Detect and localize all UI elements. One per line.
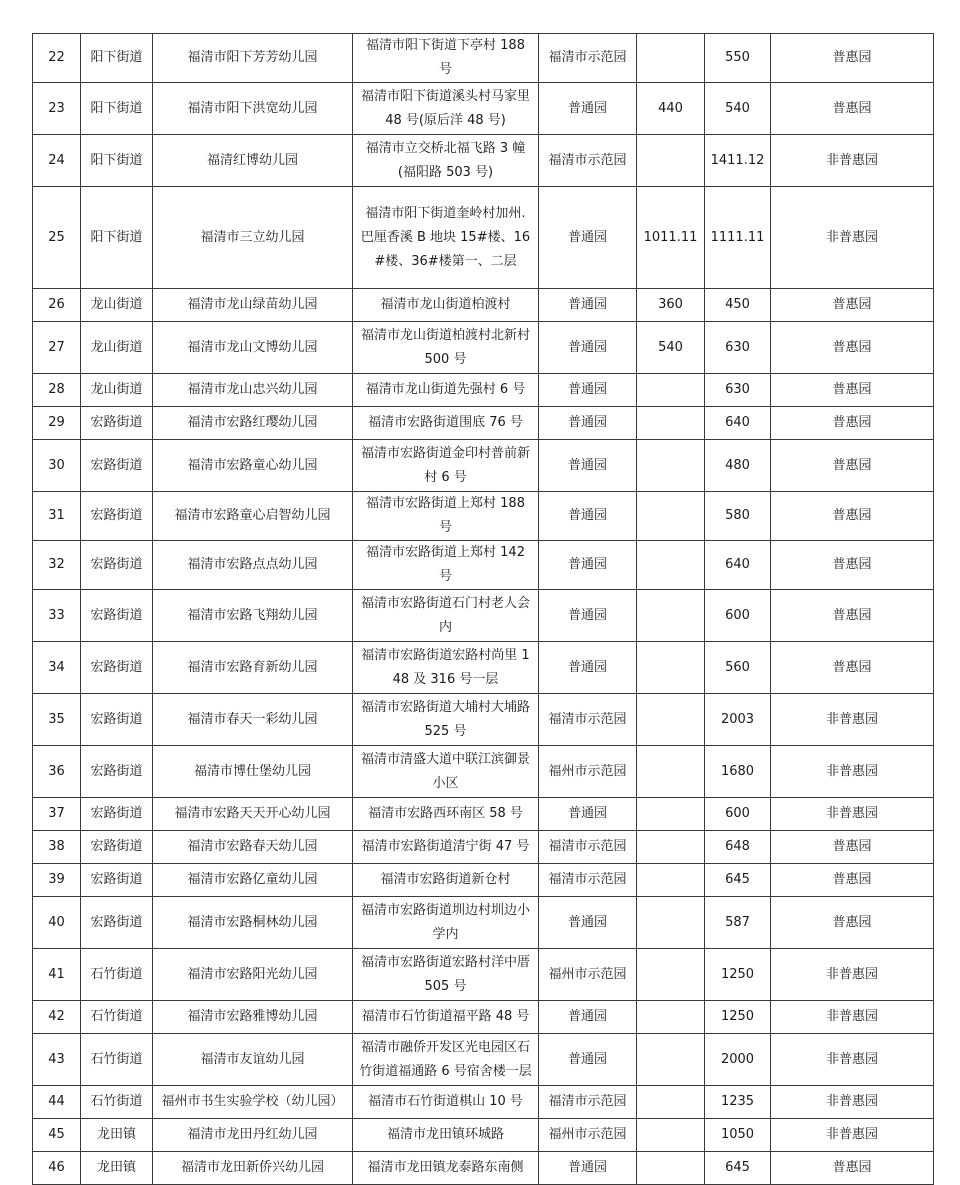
type-cell: 普惠园 xyxy=(771,440,934,492)
area-cell: 580 xyxy=(705,492,771,541)
type-cell: 普惠园 xyxy=(771,831,934,864)
level-cell: 福清市示范园 xyxy=(539,694,637,746)
table-row xyxy=(33,374,934,407)
area-cell: 480 xyxy=(705,440,771,492)
table-row xyxy=(33,798,934,831)
table-row xyxy=(33,864,934,897)
kindergarten-name-cell: 福清市博仕堡幼儿园 xyxy=(153,746,353,798)
capacity-cell xyxy=(637,1152,705,1185)
row-number-cell: 44 xyxy=(33,1086,81,1119)
address-cell: 福清市宏路街道大埔村大埔路 525 号 xyxy=(353,694,539,746)
level-cell: 普通园 xyxy=(539,492,637,541)
level-cell: 普通园 xyxy=(539,541,637,590)
type-cell: 普惠园 xyxy=(771,541,934,590)
type-cell: 非普惠园 xyxy=(771,949,934,1001)
type-cell: 普惠园 xyxy=(771,492,934,541)
type-cell: 非普惠园 xyxy=(771,1086,934,1119)
street-cell: 龙田镇 xyxy=(81,1152,153,1185)
table-row xyxy=(33,492,934,541)
level-cell: 普通园 xyxy=(539,642,637,694)
kindergarten-name-cell: 福清市龙山绿苗幼儿园 xyxy=(153,289,353,322)
level-cell: 福州市示范园 xyxy=(539,1119,637,1152)
address-cell: 福清市宏路街道上郑村 142 号 xyxy=(353,541,539,590)
address-cell: 福清市宏路街道围底 76 号 xyxy=(353,407,539,440)
table-row xyxy=(33,289,934,322)
area-cell: 648 xyxy=(705,831,771,864)
area-cell: 450 xyxy=(705,289,771,322)
type-cell: 普惠园 xyxy=(771,374,934,407)
capacity-cell xyxy=(637,1001,705,1034)
row-number-cell: 32 xyxy=(33,541,81,590)
address-cell: 福清市宏路西环南区 58 号 xyxy=(353,798,539,831)
area-cell: 630 xyxy=(705,322,771,374)
kindergarten-name-cell: 福清市宏路亿童幼儿园 xyxy=(153,864,353,897)
row-number-cell: 35 xyxy=(33,694,81,746)
kindergarten-name-cell: 福清市龙田新侨兴幼儿园 xyxy=(153,1152,353,1185)
table-row xyxy=(33,407,934,440)
street-cell: 石竹街道 xyxy=(81,1001,153,1034)
street-cell: 宏路街道 xyxy=(81,541,153,590)
kindergarten-name-cell: 福清市春天一彩幼儿园 xyxy=(153,694,353,746)
row-number-cell: 23 xyxy=(33,83,81,135)
capacity-cell xyxy=(637,135,705,187)
capacity-cell xyxy=(637,642,705,694)
area-cell: 2000 xyxy=(705,1034,771,1086)
capacity-cell xyxy=(637,864,705,897)
kindergarten-name-cell: 福清市三立幼儿园 xyxy=(153,187,353,289)
level-cell: 普通园 xyxy=(539,83,637,135)
street-cell: 龙山街道 xyxy=(81,374,153,407)
table-row xyxy=(33,746,934,798)
address-cell: 福清市融侨开发区光电园区石竹街道福通路 6 号宿舍楼一层 xyxy=(353,1034,539,1086)
row-number-cell: 45 xyxy=(33,1119,81,1152)
capacity-cell: 360 xyxy=(637,289,705,322)
level-cell: 福清市示范园 xyxy=(539,135,637,187)
capacity-cell xyxy=(637,590,705,642)
kindergarten-name-cell: 福清市宏路育新幼儿园 xyxy=(153,642,353,694)
type-cell: 普惠园 xyxy=(771,34,934,83)
area-cell: 1050 xyxy=(705,1119,771,1152)
table-row xyxy=(33,1152,934,1185)
level-cell: 福清市示范园 xyxy=(539,864,637,897)
area-cell: 587 xyxy=(705,897,771,949)
kindergarten-name-cell: 福清市友谊幼儿园 xyxy=(153,1034,353,1086)
table-row xyxy=(33,1086,934,1119)
kindergarten-name-cell: 福清市宏路红璎幼儿园 xyxy=(153,407,353,440)
table-row xyxy=(33,322,934,374)
row-number-cell: 34 xyxy=(33,642,81,694)
street-cell: 石竹街道 xyxy=(81,1086,153,1119)
area-cell: 600 xyxy=(705,590,771,642)
row-number-cell: 43 xyxy=(33,1034,81,1086)
type-cell: 非普惠园 xyxy=(771,187,934,289)
address-cell: 福清市立交桥北福飞路 3 幢 (福阳路 503 号) xyxy=(353,135,539,187)
table-row xyxy=(33,187,934,289)
level-cell: 普通园 xyxy=(539,407,637,440)
address-cell: 福清市阳下街道奎岭村加州. 巴厘香溪 B 地块 15#楼、16#楼、36#楼第一、二层 xyxy=(353,187,539,289)
capacity-cell xyxy=(637,34,705,83)
address-cell: 福清市宏路街道清宁街 47 号 xyxy=(353,831,539,864)
address-cell: 福清市宏路街道宏路村洋中厝 505 号 xyxy=(353,949,539,1001)
address-cell: 福清市龙田镇环城路 xyxy=(353,1119,539,1152)
address-cell: 福清市石竹街道福平路 48 号 xyxy=(353,1001,539,1034)
address-cell: 福清市宏路街道石门村老人会内 xyxy=(353,590,539,642)
address-cell: 福清市宏路街道宏路村尚里 148 及 316 号一层 xyxy=(353,642,539,694)
type-cell: 普惠园 xyxy=(771,289,934,322)
row-number-cell: 31 xyxy=(33,492,81,541)
area-cell: 1250 xyxy=(705,949,771,1001)
kindergarten-name-cell: 福清市宏路点点幼儿园 xyxy=(153,541,353,590)
table-row xyxy=(33,949,934,1001)
level-cell: 普通园 xyxy=(539,322,637,374)
type-cell: 普惠园 xyxy=(771,590,934,642)
table-body xyxy=(33,34,934,1185)
row-number-cell: 30 xyxy=(33,440,81,492)
type-cell: 普惠园 xyxy=(771,897,934,949)
table-row xyxy=(33,83,934,135)
area-cell: 600 xyxy=(705,798,771,831)
area-cell: 2003 xyxy=(705,694,771,746)
kindergarten-name-cell: 福清市宏路天天开心幼儿园 xyxy=(153,798,353,831)
capacity-cell xyxy=(637,746,705,798)
street-cell: 阳下街道 xyxy=(81,135,153,187)
street-cell: 龙山街道 xyxy=(81,322,153,374)
level-cell: 普通园 xyxy=(539,1001,637,1034)
area-cell: 630 xyxy=(705,374,771,407)
area-cell: 640 xyxy=(705,541,771,590)
area-cell: 550 xyxy=(705,34,771,83)
address-cell: 福清市龙山街道先强村 6 号 xyxy=(353,374,539,407)
area-cell: 645 xyxy=(705,864,771,897)
row-number-cell: 40 xyxy=(33,897,81,949)
capacity-cell xyxy=(637,949,705,1001)
kindergarten-name-cell: 福清市宏路阳光幼儿园 xyxy=(153,949,353,1001)
row-number-cell: 46 xyxy=(33,1152,81,1185)
capacity-cell xyxy=(637,492,705,541)
capacity-cell xyxy=(637,440,705,492)
street-cell: 宏路街道 xyxy=(81,407,153,440)
row-number-cell: 37 xyxy=(33,798,81,831)
row-number-cell: 27 xyxy=(33,322,81,374)
table-row xyxy=(33,1001,934,1034)
address-cell: 福清市龙山街道柏渡村 xyxy=(353,289,539,322)
table-row xyxy=(33,1119,934,1152)
level-cell: 普通园 xyxy=(539,374,637,407)
kindergarten-name-cell: 福清市宏路春天幼儿园 xyxy=(153,831,353,864)
street-cell: 阳下街道 xyxy=(81,83,153,135)
level-cell: 普通园 xyxy=(539,1034,637,1086)
street-cell: 宏路街道 xyxy=(81,831,153,864)
street-cell: 宏路街道 xyxy=(81,440,153,492)
type-cell: 普惠园 xyxy=(771,864,934,897)
row-number-cell: 41 xyxy=(33,949,81,1001)
table-row xyxy=(33,897,934,949)
street-cell: 宏路街道 xyxy=(81,642,153,694)
type-cell: 非普惠园 xyxy=(771,1001,934,1034)
capacity-cell xyxy=(637,541,705,590)
type-cell: 普惠园 xyxy=(771,1152,934,1185)
street-cell: 宏路街道 xyxy=(81,864,153,897)
table-row xyxy=(33,1034,934,1086)
street-cell: 龙田镇 xyxy=(81,1119,153,1152)
area-cell: 1680 xyxy=(705,746,771,798)
table-row xyxy=(33,34,934,83)
level-cell: 普通园 xyxy=(539,440,637,492)
street-cell: 宏路街道 xyxy=(81,694,153,746)
type-cell: 非普惠园 xyxy=(771,798,934,831)
street-cell: 宏路街道 xyxy=(81,492,153,541)
street-cell: 石竹街道 xyxy=(81,949,153,1001)
row-number-cell: 33 xyxy=(33,590,81,642)
level-cell: 普通园 xyxy=(539,590,637,642)
kindergarten-name-cell: 福清市宏路童心启智幼儿园 xyxy=(153,492,353,541)
table-row xyxy=(33,642,934,694)
capacity-cell xyxy=(637,831,705,864)
type-cell: 普惠园 xyxy=(771,83,934,135)
area-cell: 645 xyxy=(705,1152,771,1185)
capacity-cell xyxy=(637,694,705,746)
area-cell: 1111.11 xyxy=(705,187,771,289)
capacity-cell xyxy=(637,798,705,831)
address-cell: 福清市阳下街道下亭村 188 号 xyxy=(353,34,539,83)
level-cell: 福清市示范园 xyxy=(539,34,637,83)
row-number-cell: 39 xyxy=(33,864,81,897)
kindergarten-name-cell: 福清市阳下芳芳幼儿园 xyxy=(153,34,353,83)
capacity-cell: 540 xyxy=(637,322,705,374)
street-cell: 宏路街道 xyxy=(81,590,153,642)
type-cell: 普惠园 xyxy=(771,642,934,694)
kindergarten-name-cell: 福清市宏路童心幼儿园 xyxy=(153,440,353,492)
kindergarten-name-cell: 福清市龙田丹红幼儿园 xyxy=(153,1119,353,1152)
area-cell: 560 xyxy=(705,642,771,694)
type-cell: 非普惠园 xyxy=(771,694,934,746)
level-cell: 普通园 xyxy=(539,897,637,949)
level-cell: 福清市示范园 xyxy=(539,831,637,864)
address-cell: 福清市龙田镇龙泰路东南侧 xyxy=(353,1152,539,1185)
address-cell: 福清市宏路街道金印村普前新村 6 号 xyxy=(353,440,539,492)
area-cell: 640 xyxy=(705,407,771,440)
kindergarten-name-cell: 福清市宏路雅博幼儿园 xyxy=(153,1001,353,1034)
type-cell: 非普惠园 xyxy=(771,746,934,798)
row-number-cell: 42 xyxy=(33,1001,81,1034)
address-cell: 福清市石竹街道棋山 10 号 xyxy=(353,1086,539,1119)
capacity-cell xyxy=(637,1119,705,1152)
row-number-cell: 29 xyxy=(33,407,81,440)
row-number-cell: 28 xyxy=(33,374,81,407)
street-cell: 石竹街道 xyxy=(81,1034,153,1086)
area-cell: 1250 xyxy=(705,1001,771,1034)
table-row xyxy=(33,135,934,187)
row-number-cell: 38 xyxy=(33,831,81,864)
capacity-cell xyxy=(637,1086,705,1119)
level-cell: 普通园 xyxy=(539,1152,637,1185)
level-cell: 普通园 xyxy=(539,187,637,289)
row-number-cell: 22 xyxy=(33,34,81,83)
capacity-cell xyxy=(637,1034,705,1086)
row-number-cell: 26 xyxy=(33,289,81,322)
level-cell: 福清市示范园 xyxy=(539,1086,637,1119)
capacity-cell xyxy=(637,897,705,949)
kindergarten-table xyxy=(32,33,934,1185)
type-cell: 普惠园 xyxy=(771,407,934,440)
level-cell: 普通园 xyxy=(539,289,637,322)
type-cell: 非普惠园 xyxy=(771,135,934,187)
street-cell: 阳下街道 xyxy=(81,34,153,83)
type-cell: 非普惠园 xyxy=(771,1119,934,1152)
kindergarten-name-cell: 福清市阳下洪宽幼儿园 xyxy=(153,83,353,135)
capacity-cell xyxy=(637,374,705,407)
address-cell: 福清市清盛大道中联江滨御景小区 xyxy=(353,746,539,798)
table-row xyxy=(33,694,934,746)
street-cell: 宏路街道 xyxy=(81,798,153,831)
kindergarten-name-cell: 福清市宏路桐林幼儿园 xyxy=(153,897,353,949)
capacity-cell: 1011.11 xyxy=(637,187,705,289)
street-cell: 阳下街道 xyxy=(81,187,153,289)
row-number-cell: 25 xyxy=(33,187,81,289)
address-cell: 福清市阳下街道溪头村马家里 48 号(原后洋 48 号) xyxy=(353,83,539,135)
capacity-cell: 440 xyxy=(637,83,705,135)
level-cell: 福州市示范园 xyxy=(539,949,637,1001)
kindergarten-name-cell: 福清市龙山文博幼儿园 xyxy=(153,322,353,374)
address-cell: 福清市龙山街道柏渡村北新村 500 号 xyxy=(353,322,539,374)
type-cell: 普惠园 xyxy=(771,322,934,374)
address-cell: 福清市宏路街道新仓村 xyxy=(353,864,539,897)
kindergarten-name-cell: 福州市书生实验学校（幼儿园） xyxy=(153,1086,353,1119)
row-number-cell: 36 xyxy=(33,746,81,798)
level-cell: 福州市示范园 xyxy=(539,746,637,798)
street-cell: 宏路街道 xyxy=(81,897,153,949)
table-row xyxy=(33,831,934,864)
kindergarten-name-cell: 福清红博幼儿园 xyxy=(153,135,353,187)
row-number-cell: 24 xyxy=(33,135,81,187)
kindergarten-name-cell: 福清市龙山忠兴幼儿园 xyxy=(153,374,353,407)
level-cell: 普通园 xyxy=(539,798,637,831)
kindergarten-name-cell: 福清市宏路飞翔幼儿园 xyxy=(153,590,353,642)
street-cell: 宏路街道 xyxy=(81,746,153,798)
area-cell: 540 xyxy=(705,83,771,135)
table-row xyxy=(33,440,934,492)
capacity-cell xyxy=(637,407,705,440)
area-cell: 1411.12 xyxy=(705,135,771,187)
table-row xyxy=(33,541,934,590)
street-cell: 龙山街道 xyxy=(81,289,153,322)
table-row xyxy=(33,590,934,642)
area-cell: 1235 xyxy=(705,1086,771,1119)
address-cell: 福清市宏路街道上郑村 188 号 xyxy=(353,492,539,541)
address-cell: 福清市宏路街道圳边村圳边小学内 xyxy=(353,897,539,949)
type-cell: 非普惠园 xyxy=(771,1034,934,1086)
